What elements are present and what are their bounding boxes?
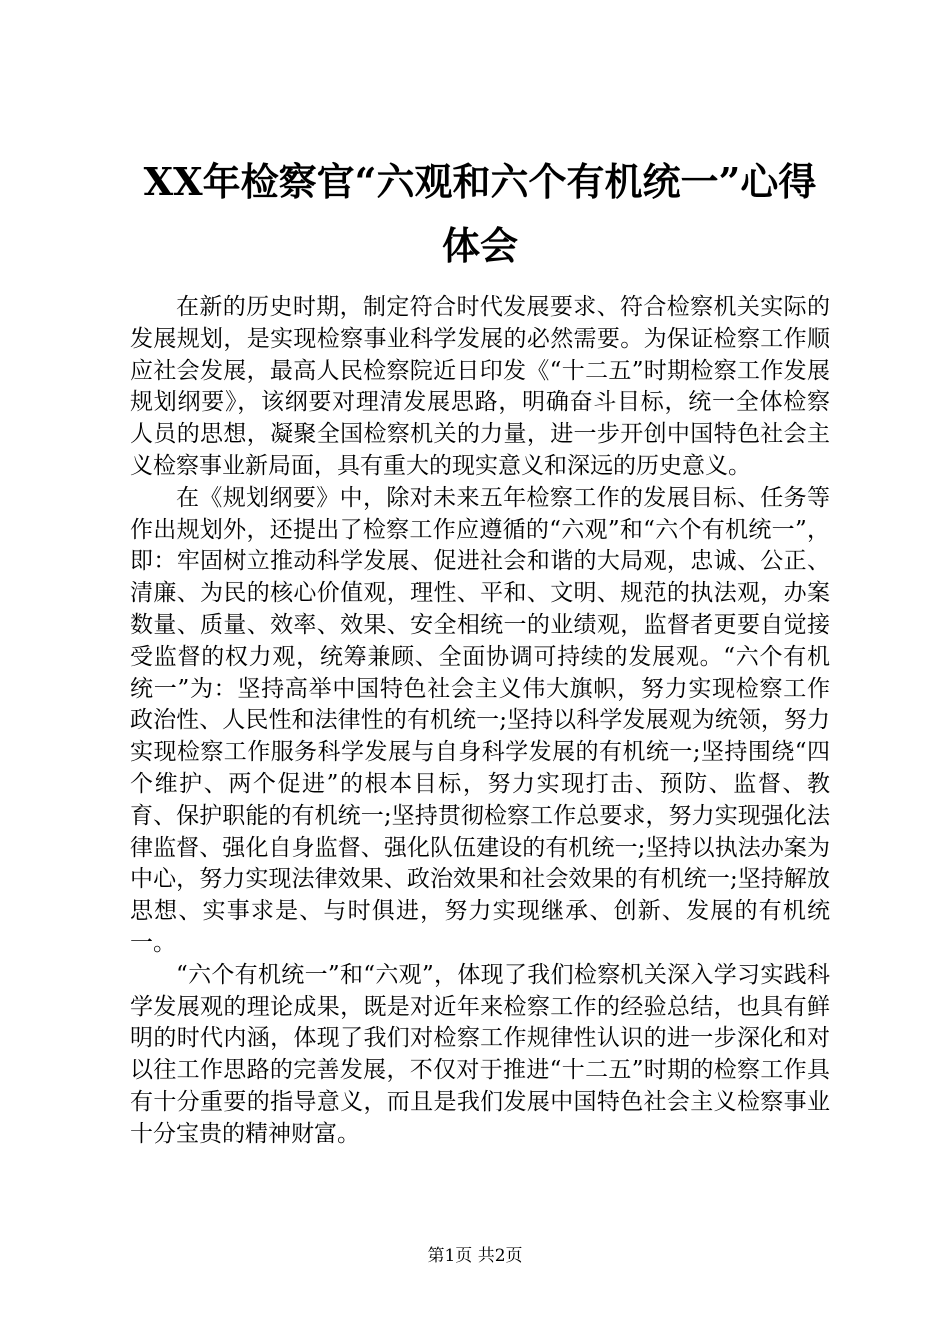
document-title: XX年检察官“六观和六个有机统一”心得体会 — [143, 159, 817, 268]
page-footer: 第1页 共2页 — [427, 1246, 523, 1266]
document-body — [130, 292, 830, 1151]
paragraph-1: 在新的历史时期，制定符合时代发展要求、符合检察机关实际的发展规划，是实现检察事业科学发展的必然需要。为保证检察工作顺应社会发展，最高人民检察院近日印发《“十二五”时期检察工作发展规划纲要》，该纲要对理清发展思路，明确奋斗目标，统一全体检察人员的思想，凝聚全国检察机关的力量，进一步开创中国特色社会主义检察事业新局面，具有重大的现实意义和深远的历史意义。 — [130, 294, 830, 479]
paragraph-2: 在《规划纲要》中，除对未来五年检察工作的发展目标、任务等作出规划外，还提出了检察工作应遵循的“六观”和“六个有机统一”，即：牢固树立推动科学发展、促进社会和谐的大局观，忠诚、公正、清廉、为民的核心价值观，理性、平和、文明、规范的执法观，办案数量、质量、效率、效果、安全相统一的业绩观，监督者更要自觉接受监督的权力观，统筹兼顾、全面协调可持续的发展观。“六个有机统一”为：坚持高举中国特色社会主义伟大旗帜，努力实现检察工作政治性、人民性和法律性的有机统一;坚持以科学发展观为统领，努力实现检察工作服务科学发展与自身科学发展的有机统一;坚持围绕“四个维护、两个促进”的根本目标，努力实现打击、预防、监督、教育、保护职能的有机统一;坚持贯彻检察工作总要求，努力实现强化法律监督、强化自身监督、强化队伍建设的有机统一;坚持以执法办案为中心，努力实现法律效果、政治效果和社会效果的有机统一;坚持解放思想、实事求是、与时俱进，努力实现继承、创新、发展的有机统一。 — [130, 484, 830, 956]
paragraph-3: “六个有机统一”和“六观”，体现了我们检察机关深入学习实践科学发展观的理论成果，既是对近年来检察工作的经验总结，也具有鲜明的时代内涵，体现了我们对检察工作规律性认识的进一步深化和对以往工作思路的完善发展，不仅对于推进“十二五”时期的检察工作具有十分重要的指导意义，而且是我们发展中国特色社会主义检察事业十分宝贵的精神财富。 — [130, 961, 830, 1147]
